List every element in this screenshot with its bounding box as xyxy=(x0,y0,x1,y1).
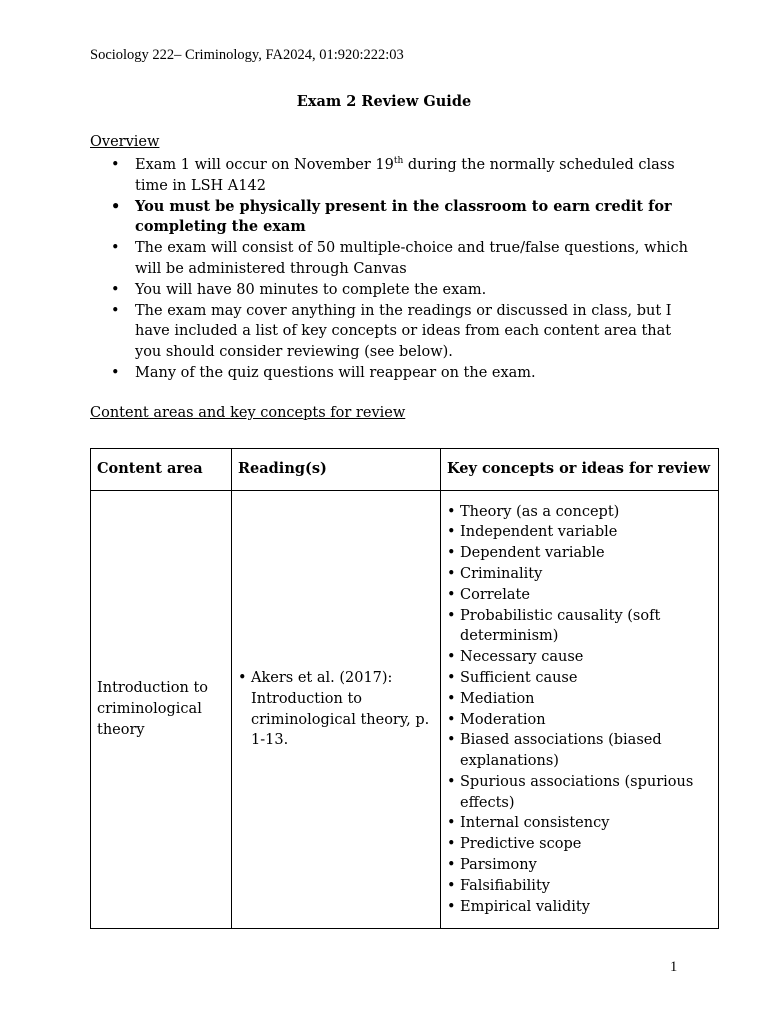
table-row xyxy=(91,491,719,929)
bullet-icon: • xyxy=(447,545,456,562)
concept-text: Correlate xyxy=(460,586,530,603)
bullet-icon: • xyxy=(447,690,456,707)
concept-item xyxy=(447,730,712,772)
bullet-icon: • xyxy=(447,565,456,582)
readings-list xyxy=(238,668,434,751)
concept-item xyxy=(447,772,712,814)
concept-text: Internal consistency xyxy=(460,815,610,832)
concept-text: Empirical validity xyxy=(460,898,590,915)
review-table xyxy=(90,448,719,929)
concept-text: Necessary cause xyxy=(460,649,584,666)
bullet-icon: • xyxy=(447,815,456,832)
bullet-icon: • xyxy=(447,669,456,686)
bullet-icon: • xyxy=(111,240,120,257)
bullet-icon: • xyxy=(111,197,121,215)
concept-text: Sufficient cause xyxy=(460,669,578,686)
concept-item xyxy=(447,502,712,523)
reading-item xyxy=(238,668,434,751)
bullet-icon: • xyxy=(447,503,456,520)
concept-item xyxy=(447,585,712,606)
concept-item xyxy=(447,543,712,564)
overview-item-text: The exam may cover anything in the readings or discussed in class, but I have included a list of key concepts or ideas from each content area that you should consider reviewing (see below). xyxy=(135,302,672,361)
bullet-icon: • xyxy=(447,732,456,749)
concept-item xyxy=(447,668,712,689)
content-area-cell: Introduction to criminological theory xyxy=(91,491,232,929)
concept-text: Moderation xyxy=(460,711,546,728)
overview-item xyxy=(90,238,690,280)
concept-text: Theory (as a concept) xyxy=(460,503,620,520)
overview-item xyxy=(90,155,690,197)
overview-item-text: Exam 1 will occur on November 19 xyxy=(135,157,394,173)
concept-item xyxy=(447,606,712,648)
concept-item xyxy=(447,710,712,731)
bullet-icon: • xyxy=(111,302,120,319)
concept-item xyxy=(447,813,712,834)
bullet-icon: • xyxy=(447,586,456,603)
concept-text: Falsifiability xyxy=(460,877,550,894)
overview-item xyxy=(90,363,690,384)
concept-text: Predictive scope xyxy=(460,836,582,853)
concept-text: Criminality xyxy=(460,565,543,582)
overview-item xyxy=(90,301,690,363)
concept-item xyxy=(447,564,712,585)
bullet-icon: • xyxy=(447,607,456,624)
column-header-readings: Reading(s) xyxy=(232,449,441,491)
bullet-icon: • xyxy=(111,364,120,381)
column-header-key-concepts: Key concepts or ideas for review xyxy=(441,449,719,491)
concepts-cell xyxy=(441,491,719,929)
concept-text: Biased associations (biased explanations) xyxy=(460,732,662,770)
overview-heading: Overview xyxy=(90,134,160,150)
overview-item-text-cont: during the normally scheduled class time in LSH A142 xyxy=(135,157,675,194)
bullet-icon: • xyxy=(447,711,456,728)
overview-item-text: You must be physically present in the classroom to earn credit for completing the exam xyxy=(135,197,672,236)
table-header-row xyxy=(91,449,719,491)
bullet-icon: • xyxy=(447,773,456,790)
content-areas-heading: Content areas and key concepts for review xyxy=(90,405,406,421)
concept-text: Dependent variable xyxy=(460,545,605,562)
bullet-icon: • xyxy=(238,669,247,686)
concept-text: Independent variable xyxy=(460,524,618,541)
bullet-icon: • xyxy=(447,836,456,853)
bullet-icon: • xyxy=(111,157,120,173)
concept-text: Spurious associations (spurious effects) xyxy=(460,773,694,811)
concept-item xyxy=(447,522,712,543)
bullet-icon: • xyxy=(447,524,456,541)
bullet-icon: • xyxy=(447,898,456,915)
page-title: Exam 2 Review Guide xyxy=(296,93,472,110)
bullet-icon: • xyxy=(447,649,456,666)
concept-item xyxy=(447,834,712,855)
overview-item-text: The exam will consist of 50 multiple-choice and true/false questions, which will be administered through Canvas xyxy=(135,240,688,277)
concept-item xyxy=(447,876,712,897)
overview-item xyxy=(90,280,690,301)
course-header: Sociology 222– Criminology, FA2024, 01:920:222:03 xyxy=(90,47,404,63)
bullet-icon: • xyxy=(447,877,456,894)
overview-item-text: Many of the quiz questions will reappear on the exam. xyxy=(135,364,536,381)
page-number: 1 xyxy=(670,959,678,975)
concept-text: Probabilistic causality (soft determinism) xyxy=(460,607,661,645)
concepts-list xyxy=(447,502,712,918)
concept-text: Mediation xyxy=(460,690,535,707)
concept-item xyxy=(447,689,712,710)
overview-item-text: You will have 80 minutes to complete the exam. xyxy=(135,281,487,298)
overview-list xyxy=(90,155,690,384)
concept-item xyxy=(447,855,712,876)
bullet-icon: • xyxy=(111,281,120,298)
concept-item xyxy=(447,897,712,918)
concept-item xyxy=(447,647,712,668)
concept-text: Parsimony xyxy=(460,857,537,874)
overview-item xyxy=(90,197,690,239)
ordinal-suffix: th xyxy=(393,156,404,167)
readings-cell xyxy=(232,491,441,929)
bullet-icon: • xyxy=(447,857,456,874)
reading-text: Akers et al. (2017): Introduction to criminological theory, p. 1-13. xyxy=(251,669,430,749)
column-header-content-area: Content area xyxy=(91,449,232,491)
